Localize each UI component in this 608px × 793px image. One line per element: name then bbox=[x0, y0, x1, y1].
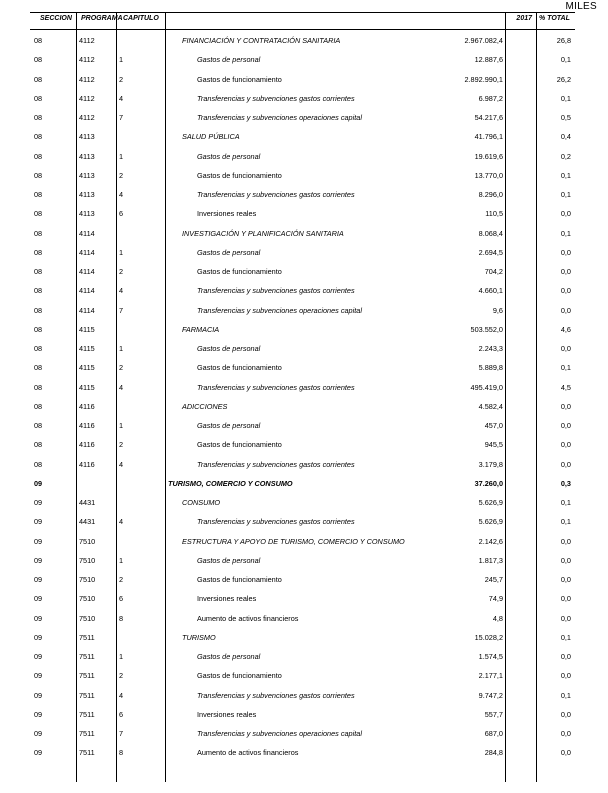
amount-cell: 687,0 bbox=[484, 729, 503, 738]
pct-cell: 0,0 bbox=[560, 613, 571, 623]
amount-cell: 557,7 bbox=[484, 709, 503, 719]
programa-cell: 7511 bbox=[79, 671, 95, 681]
seccion-cell: 09 bbox=[34, 575, 43, 584]
programa-cell: 7511 bbox=[79, 652, 95, 661]
seccion-cell: 09 bbox=[34, 690, 43, 700]
header-pct: % TOTAL bbox=[539, 15, 570, 22]
seccion-cell: 08 bbox=[34, 324, 43, 334]
pct-cell: 0,0 bbox=[560, 575, 571, 584]
capitulo-cell: 8 bbox=[119, 748, 124, 758]
description-cell: Inversiones reales bbox=[197, 209, 257, 219]
seccion-cell: 08 bbox=[34, 459, 43, 469]
pct-cell: 0,0 bbox=[560, 209, 571, 219]
description-cell: TURISMO, COMERCIO Y CONSUMO bbox=[168, 478, 293, 488]
amount-cell: 19.619,6 bbox=[474, 151, 503, 161]
description-cell: Inversiones reales bbox=[197, 594, 257, 604]
amount-cell: 9,6 bbox=[492, 305, 503, 315]
pct-cell: 0,4 bbox=[560, 132, 571, 142]
amount-cell: 5.889,8 bbox=[478, 363, 503, 373]
programa-cell: 7511 bbox=[79, 748, 95, 758]
pct-cell: 4,6 bbox=[560, 324, 571, 334]
amount-cell: 245,7 bbox=[484, 575, 503, 584]
amount-cell: 503.552,0 bbox=[470, 324, 503, 334]
pct-cell: 0,1 bbox=[560, 228, 571, 238]
programa-cell: 4114 bbox=[79, 286, 95, 296]
table-row bbox=[30, 168, 575, 187]
description-cell: Gastos de funcionamiento bbox=[197, 363, 282, 373]
programa-cell: 7511 bbox=[79, 690, 95, 700]
amount-cell: 4,8 bbox=[492, 613, 503, 623]
programa-cell: 7510 bbox=[79, 555, 96, 565]
programa-cell: 4112 bbox=[79, 74, 95, 84]
amount-cell: 2.892.990,1 bbox=[464, 74, 503, 84]
header-programa: PROGRAMA bbox=[81, 15, 123, 22]
table-row bbox=[30, 149, 575, 168]
programa-cell: 4113 bbox=[79, 190, 95, 199]
amount-cell: 1.574,5 bbox=[478, 652, 503, 661]
capitulo-cell: 8 bbox=[119, 613, 124, 623]
pct-cell: 0,1 bbox=[560, 517, 571, 527]
programa-cell: 4116 bbox=[79, 401, 95, 411]
table-row bbox=[30, 553, 575, 572]
capitulo-cell: 4 bbox=[119, 690, 124, 700]
amount-cell: 3.179,8 bbox=[478, 459, 503, 469]
table-row bbox=[30, 341, 575, 360]
description-cell: Gastos de personal bbox=[197, 421, 261, 430]
capitulo-cell: 4 bbox=[119, 93, 124, 103]
seccion-cell: 08 bbox=[34, 55, 43, 65]
table-row bbox=[30, 33, 575, 52]
table-row bbox=[30, 264, 575, 283]
table-row bbox=[30, 745, 575, 764]
amount-cell: 4.660,1 bbox=[478, 286, 503, 296]
pct-cell: 0,0 bbox=[560, 421, 571, 430]
capitulo-cell: 2 bbox=[119, 170, 124, 180]
table-row bbox=[30, 534, 575, 553]
table-row bbox=[30, 360, 575, 379]
programa-cell: 4116 bbox=[79, 440, 95, 450]
pct-cell: 0,1 bbox=[560, 190, 571, 199]
pct-cell: 0,1 bbox=[560, 93, 571, 103]
programa-cell: 4115 bbox=[79, 344, 95, 353]
seccion-cell: 08 bbox=[34, 267, 43, 276]
seccion-cell: 08 bbox=[34, 113, 43, 122]
table-row bbox=[30, 91, 575, 110]
table-row bbox=[30, 283, 575, 302]
seccion-cell: 08 bbox=[34, 382, 43, 392]
programa-cell: 4114 bbox=[79, 228, 95, 238]
pct-cell: 0,0 bbox=[560, 748, 571, 758]
capitulo-cell: 1 bbox=[119, 344, 124, 353]
programa-cell: 7511 bbox=[79, 632, 95, 642]
description-cell: ADICCIONES bbox=[182, 401, 228, 411]
amount-cell: 2.142,6 bbox=[478, 536, 503, 546]
table-row bbox=[30, 322, 575, 341]
amount-cell: 2.694,5 bbox=[478, 247, 503, 257]
pct-cell: 0,0 bbox=[560, 286, 571, 296]
programa-cell: 4431 bbox=[79, 517, 96, 527]
seccion-cell: 09 bbox=[34, 748, 43, 758]
table-row bbox=[30, 187, 575, 206]
seccion-cell: 09 bbox=[34, 671, 43, 681]
seccion-cell: 08 bbox=[34, 305, 43, 315]
table-row bbox=[30, 611, 575, 630]
seccion-cell: 08 bbox=[34, 190, 43, 199]
seccion-cell: 08 bbox=[34, 421, 43, 430]
programa-cell: 4113 bbox=[79, 132, 95, 142]
amount-cell: 12.887,6 bbox=[474, 55, 503, 65]
capitulo-cell: 2 bbox=[119, 671, 124, 681]
amount-cell: 74,9 bbox=[488, 594, 503, 604]
table-row bbox=[30, 303, 575, 322]
pct-cell: 0,0 bbox=[560, 401, 571, 411]
description-cell: Gastos de personal bbox=[197, 652, 261, 661]
amount-cell: 54.217,6 bbox=[474, 113, 503, 122]
capitulo-cell: 6 bbox=[119, 594, 124, 604]
pct-cell: 26,2 bbox=[556, 74, 571, 84]
amount-cell: 495.419,0 bbox=[470, 382, 503, 392]
pct-cell: 0,3 bbox=[560, 478, 571, 488]
description-cell: FARMACIA bbox=[182, 324, 220, 334]
seccion-cell: 09 bbox=[34, 517, 43, 527]
amount-cell: 5.626,9 bbox=[478, 517, 503, 527]
description-cell: Transferencias y subvenciones gastos corrientes bbox=[197, 190, 355, 199]
description-cell: Gastos de personal bbox=[197, 151, 261, 161]
pct-cell: 0,0 bbox=[560, 440, 571, 450]
pct-cell: 0,0 bbox=[560, 267, 571, 276]
amount-cell: 2.243,3 bbox=[478, 344, 503, 353]
pct-cell: 0,0 bbox=[560, 555, 571, 565]
seccion-cell: 08 bbox=[34, 228, 43, 238]
pct-cell: 0,1 bbox=[560, 498, 571, 507]
table-row bbox=[30, 572, 575, 591]
table-row bbox=[30, 206, 575, 225]
programa-cell: 4113 bbox=[79, 209, 95, 219]
description-cell: Aumento de activos financieros bbox=[197, 748, 299, 758]
capitulo-cell: 1 bbox=[119, 55, 124, 65]
table-row bbox=[30, 649, 575, 668]
pct-cell: 0,2 bbox=[560, 151, 571, 161]
programa-cell: 7510 bbox=[79, 575, 96, 584]
programa-cell: 4113 bbox=[79, 151, 95, 161]
amount-cell: 15.028,2 bbox=[474, 632, 503, 642]
seccion-cell: 08 bbox=[34, 286, 43, 296]
header-capitulo: CAPITULO bbox=[123, 15, 159, 22]
programa-cell: 4115 bbox=[79, 324, 95, 334]
description-cell: Transferencias y subvenciones operaciones capital bbox=[197, 729, 362, 738]
programa-cell: 7510 bbox=[79, 594, 96, 604]
programa-cell: 7511 bbox=[79, 709, 95, 719]
seccion-cell: 08 bbox=[34, 36, 43, 45]
header-seccion: SECCION bbox=[40, 15, 72, 22]
seccion-cell: 09 bbox=[34, 555, 43, 565]
description-cell: Transferencias y subvenciones gastos corrientes bbox=[197, 286, 355, 296]
capitulo-cell: 6 bbox=[119, 709, 124, 719]
amount-cell: 2.967.082,4 bbox=[464, 36, 503, 45]
programa-cell: 7510 bbox=[79, 613, 96, 623]
description-cell: Transferencias y subvenciones gastos corrientes bbox=[197, 93, 355, 103]
seccion-cell: 09 bbox=[34, 498, 43, 507]
programa-cell: 7510 bbox=[79, 536, 96, 546]
table-row bbox=[30, 72, 575, 91]
description-cell: SALUD PÚBLICA bbox=[182, 132, 240, 142]
table-row bbox=[30, 399, 575, 418]
programa-cell: 4431 bbox=[79, 498, 96, 507]
description-cell: CONSUMO bbox=[182, 498, 221, 507]
pct-cell: 4,5 bbox=[560, 382, 571, 392]
pct-cell: 0,0 bbox=[560, 594, 571, 604]
description-cell: Transferencias y subvenciones gastos corrientes bbox=[197, 690, 355, 700]
capitulo-cell: 6 bbox=[119, 209, 124, 219]
description-cell: Gastos de personal bbox=[197, 555, 261, 565]
amount-cell: 945,5 bbox=[484, 440, 503, 450]
table-row bbox=[30, 591, 575, 610]
description-cell: Transferencias y subvenciones gastos corrientes bbox=[197, 459, 355, 469]
programa-cell: 4115 bbox=[79, 363, 95, 373]
amount-cell: 5.626,9 bbox=[478, 498, 503, 507]
table-row bbox=[30, 688, 575, 707]
amount-cell: 457,0 bbox=[484, 421, 503, 430]
pct-cell: 0,1 bbox=[560, 632, 571, 642]
amount-cell: 9.747,2 bbox=[478, 690, 503, 700]
seccion-cell: 09 bbox=[34, 478, 43, 488]
programa-cell: 4116 bbox=[79, 421, 95, 430]
description-cell: Gastos de funcionamiento bbox=[197, 440, 282, 450]
pct-cell: 0,0 bbox=[560, 305, 571, 315]
description-cell: Gastos de funcionamiento bbox=[197, 671, 282, 681]
description-cell: Transferencias y subvenciones gastos corrientes bbox=[197, 382, 355, 392]
seccion-cell: 09 bbox=[34, 632, 43, 642]
pct-cell: 0,1 bbox=[560, 690, 571, 700]
capitulo-cell: 4 bbox=[119, 286, 124, 296]
table-row bbox=[30, 707, 575, 726]
description-cell: Gastos de funcionamiento bbox=[197, 170, 282, 180]
amount-cell: 37.260,0 bbox=[474, 478, 503, 488]
pct-cell: 0,0 bbox=[560, 709, 571, 719]
seccion-cell: 08 bbox=[34, 209, 43, 219]
table-row bbox=[30, 514, 575, 533]
unit-label: MILES bbox=[565, 1, 597, 12]
pct-cell: 0,1 bbox=[560, 170, 571, 180]
table-row bbox=[30, 495, 575, 514]
description-cell: Transferencias y subvenciones operaciones capital bbox=[197, 305, 362, 315]
capitulo-cell: 7 bbox=[119, 113, 124, 122]
pct-cell: 0,0 bbox=[560, 344, 571, 353]
table-row bbox=[30, 226, 575, 245]
amount-cell: 2.177,1 bbox=[478, 671, 503, 681]
description-cell: Gastos de personal bbox=[197, 344, 261, 353]
table-row bbox=[30, 380, 575, 399]
seccion-cell: 08 bbox=[34, 151, 43, 161]
description-cell: FINANCIACIÓN Y CONTRATACIÓN SANITARIA bbox=[182, 36, 341, 45]
programa-cell: 4112 bbox=[79, 113, 95, 122]
table-row bbox=[30, 245, 575, 264]
seccion-cell: 09 bbox=[34, 729, 43, 738]
seccion-cell: 08 bbox=[34, 344, 43, 353]
table-row bbox=[30, 457, 575, 476]
capitulo-cell: 4 bbox=[119, 459, 124, 469]
amount-cell: 1.817,3 bbox=[478, 555, 503, 565]
description-cell: Inversiones reales bbox=[197, 709, 257, 719]
seccion-cell: 09 bbox=[34, 652, 43, 661]
description-cell: TURISMO bbox=[182, 632, 216, 642]
capitulo-cell: 2 bbox=[119, 74, 124, 84]
amount-cell: 284,8 bbox=[484, 748, 503, 758]
description-cell: Gastos de funcionamiento bbox=[197, 575, 282, 584]
seccion-cell: 09 bbox=[34, 709, 43, 719]
capitulo-cell: 1 bbox=[119, 421, 124, 430]
pct-cell: 0,5 bbox=[560, 113, 571, 122]
programa-cell: 4114 bbox=[79, 305, 95, 315]
seccion-cell: 09 bbox=[34, 613, 43, 623]
pct-cell: 0,1 bbox=[560, 55, 571, 65]
programa-cell: 4116 bbox=[79, 459, 95, 469]
table-row bbox=[30, 630, 575, 649]
pct-cell: 0,0 bbox=[560, 459, 571, 469]
pct-cell: 26,8 bbox=[556, 36, 571, 45]
seccion-cell: 08 bbox=[34, 93, 43, 103]
amount-cell: 6.987,2 bbox=[478, 93, 503, 103]
table-row bbox=[30, 110, 575, 129]
capitulo-cell: 1 bbox=[119, 555, 124, 565]
capitulo-cell: 7 bbox=[119, 729, 124, 738]
seccion-cell: 08 bbox=[34, 401, 43, 411]
seccion-cell: 09 bbox=[34, 536, 43, 546]
pct-cell: 0,0 bbox=[560, 729, 571, 738]
programa-cell: 4113 bbox=[79, 170, 95, 180]
capitulo-cell: 2 bbox=[119, 267, 124, 276]
budget-table bbox=[30, 12, 575, 782]
amount-cell: 8.296,0 bbox=[478, 190, 503, 199]
pct-cell: 0,1 bbox=[560, 363, 571, 373]
description-cell: Transferencias y subvenciones gastos corrientes bbox=[197, 517, 355, 527]
programa-cell: 4114 bbox=[79, 247, 95, 257]
seccion-cell: 08 bbox=[34, 170, 43, 180]
programa-cell: 4112 bbox=[79, 36, 95, 45]
programa-cell: 4115 bbox=[79, 382, 95, 392]
amount-cell: 13.770,0 bbox=[474, 170, 503, 180]
capitulo-cell: 4 bbox=[119, 517, 124, 527]
capitulo-cell: 1 bbox=[119, 247, 124, 257]
description-cell: Gastos de personal bbox=[197, 247, 261, 257]
pct-cell: 0,0 bbox=[560, 536, 571, 546]
description-cell: Aumento de activos financieros bbox=[197, 613, 299, 623]
capitulo-cell: 7 bbox=[119, 305, 124, 315]
description-cell: INVESTIGACIÓN Y PLANIFICACIÓN SANITARIA bbox=[182, 228, 344, 238]
description-cell: Transferencias y subvenciones operaciones capital bbox=[197, 113, 362, 122]
capitulo-cell: 1 bbox=[119, 652, 124, 661]
table-row bbox=[30, 129, 575, 148]
capitulo-cell: 1 bbox=[119, 151, 124, 161]
programa-cell: 4112 bbox=[79, 93, 95, 103]
seccion-cell: 09 bbox=[34, 594, 43, 604]
amount-cell: 8.068,4 bbox=[478, 228, 503, 238]
table-row bbox=[30, 437, 575, 456]
table-header bbox=[30, 12, 575, 30]
table-row bbox=[30, 726, 575, 745]
programa-cell: 4112 bbox=[79, 55, 95, 65]
table-row bbox=[30, 52, 575, 71]
capitulo-cell: 2 bbox=[119, 440, 124, 450]
seccion-cell: 08 bbox=[34, 247, 43, 257]
pct-cell: 0,0 bbox=[560, 247, 571, 257]
capitulo-cell: 4 bbox=[119, 382, 124, 392]
programa-cell: 4114 bbox=[79, 267, 95, 276]
seccion-cell: 08 bbox=[34, 132, 43, 142]
programa-cell: 7511 bbox=[79, 729, 95, 738]
amount-cell: 41.796,1 bbox=[474, 132, 503, 142]
description-cell: Gastos de funcionamiento bbox=[197, 267, 282, 276]
seccion-cell: 08 bbox=[34, 363, 43, 373]
pct-cell: 0,0 bbox=[560, 671, 571, 681]
capitulo-cell: 4 bbox=[119, 190, 124, 199]
pct-cell: 0,0 bbox=[560, 652, 571, 661]
seccion-cell: 08 bbox=[34, 440, 43, 450]
description-cell: Gastos de funcionamiento bbox=[197, 74, 282, 84]
amount-cell: 110,5 bbox=[485, 209, 503, 219]
header-year: 2017 bbox=[516, 15, 532, 22]
seccion-cell: 08 bbox=[34, 74, 43, 84]
description-cell: Gastos de personal bbox=[197, 55, 261, 65]
table-row bbox=[30, 476, 575, 495]
amount-cell: 4.582,4 bbox=[478, 401, 503, 411]
table-row bbox=[30, 418, 575, 437]
capitulo-cell: 2 bbox=[119, 575, 124, 584]
description-cell: ESTRUCTURA Y APOYO DE TURISMO, COMERCIO Y CONSUMO bbox=[182, 536, 405, 546]
capitulo-cell: 2 bbox=[119, 363, 124, 373]
table-row bbox=[30, 668, 575, 687]
amount-cell: 704,2 bbox=[484, 267, 503, 276]
